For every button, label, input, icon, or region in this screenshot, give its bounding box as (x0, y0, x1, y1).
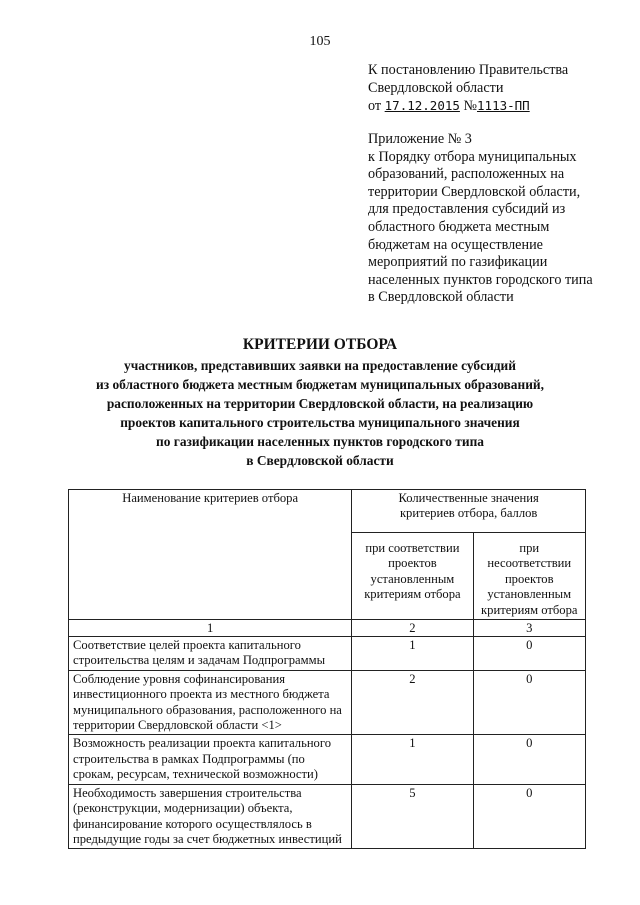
header-nomatch: при несоответствии проектов установленным критериям отбора (473, 533, 585, 620)
table-row (69, 784, 586, 849)
appendix-line: областного бюджета местным (368, 218, 550, 235)
table-row (69, 670, 586, 735)
header-quantitative-values: Количественные значения критериев отбора, баллов (352, 490, 586, 533)
criterion-name: Соблюдение уровня софинансирования инвестиционного проекта из местного бюджета муниципального образования, расположенного на территории Свердловской области <1> (69, 670, 352, 735)
subtitle-line: расположенных на территории Свердловской области, на реализацию (106, 396, 534, 411)
resolution-reference (368, 62, 628, 116)
column-number: 2 (352, 620, 473, 637)
appendix-line: мероприятий по газификации (368, 254, 548, 271)
number-prefix: № (463, 98, 478, 114)
page-number: 105 (309, 34, 331, 49)
criteria-table (68, 489, 586, 849)
criterion-match-score: 1 (352, 735, 473, 784)
date-prefix: от (368, 98, 382, 114)
appendix-line: для предоставления субсидий из (368, 201, 566, 218)
header-match: при соответствии проектов установленным критериям отбора (352, 533, 473, 620)
resolution-line-2: Свердловской области (368, 79, 504, 96)
document-subtitle (0, 356, 640, 470)
criterion-nomatch-score: 0 (473, 784, 585, 849)
subtitle-line: из областного бюджета местным бюджетам муниципальных образований, (96, 377, 544, 392)
subtitle-line: участников, представивших заявки на предоставление субсидий (124, 358, 516, 373)
document-title: КРИТЕРИИ ОТБОРА (242, 336, 398, 353)
table-row (69, 637, 586, 671)
criterion-name: Соответствие целей проекта капитального строительства целям и задачам Подпрограммы (69, 637, 352, 671)
appendix-line: Приложение № 3 (368, 131, 472, 147)
criterion-nomatch-score: 0 (473, 670, 585, 735)
resolution-number: 1113-ПП (477, 98, 530, 113)
appendix-line: территории Свердловской области, (368, 183, 581, 200)
resolution-line-1: К постановлению Правительства (368, 62, 569, 78)
resolution-date-line (368, 97, 628, 116)
criterion-match-score: 2 (352, 670, 473, 735)
appendix-line: бюджетам на осуществление (368, 236, 543, 253)
subtitle-line: проектов капитального строительства муниципального значения (120, 415, 520, 430)
table-row (69, 735, 586, 784)
column-number: 1 (69, 620, 352, 637)
criterion-name: Возможность реализации проекта капитального строительства в рамках Подпрограммы (по срокам, ресурсам, технической возможности) (69, 735, 352, 784)
appendix-line: образований, расположенных на (368, 166, 565, 183)
appendix-line: к Порядку отбора муниципальных (368, 148, 577, 165)
criterion-nomatch-score: 0 (473, 637, 585, 671)
header-criteria-name: Наименование критериев отбора (69, 490, 352, 620)
appendix-line: в Свердловской области (368, 289, 514, 306)
column-number-row (69, 620, 586, 637)
subtitle-line: в Свердловской области (246, 453, 394, 468)
criterion-name: Необходимость завершения строительства (реконструкции, модернизации) объекта, финансирование которого осуществлялось в предыдущие годы за счет бюджетных инвестиций (69, 784, 352, 849)
criterion-match-score: 1 (352, 637, 473, 671)
resolution-date: 17.12.2015 (384, 98, 460, 113)
column-number: 3 (473, 620, 585, 637)
subtitle-line: по газификации населенных пунктов городского типа (156, 434, 484, 449)
criterion-nomatch-score: 0 (473, 735, 585, 784)
appendix-line: населенных пунктов городского типа (368, 271, 593, 288)
appendix-block (368, 131, 628, 307)
criterion-match-score: 5 (352, 784, 473, 849)
